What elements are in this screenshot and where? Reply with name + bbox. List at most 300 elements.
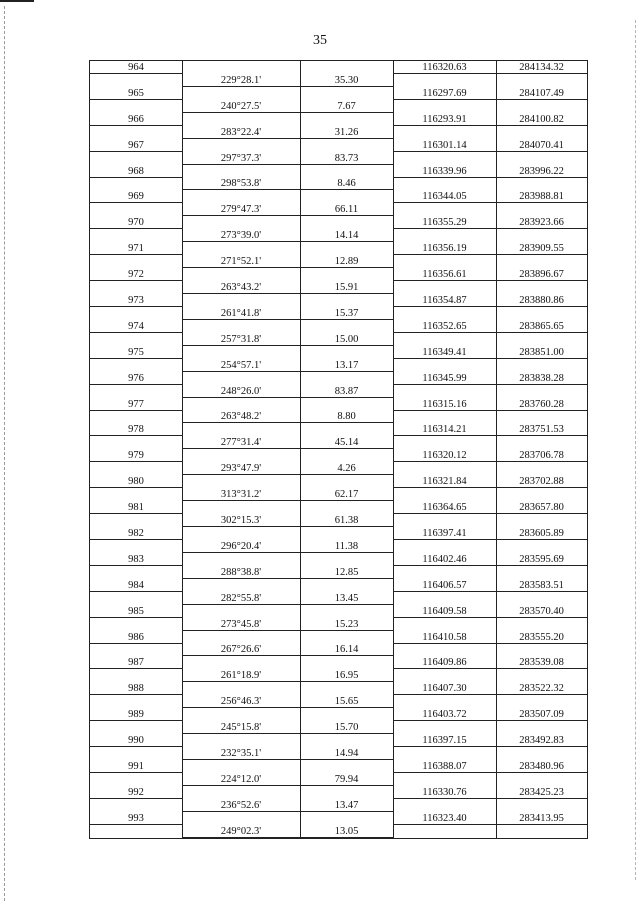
point-line xyxy=(90,475,587,488)
y-coordinate-cell: 283605.89 xyxy=(496,527,587,540)
x-coordinate-cell: 116320.63 xyxy=(393,61,496,74)
empty-cell xyxy=(496,281,587,294)
point-number-cell: 967 xyxy=(90,139,182,152)
point-number-cell: 980 xyxy=(90,475,182,488)
segment-line xyxy=(90,514,587,527)
empty-cell xyxy=(90,695,182,708)
table-row xyxy=(90,113,587,139)
empty-cell xyxy=(90,488,182,501)
segment-line xyxy=(90,436,587,449)
point-line xyxy=(90,113,587,126)
distance-cell: 14.14 xyxy=(300,229,393,242)
point-number-cell: 979 xyxy=(90,449,182,462)
segment-line xyxy=(90,359,587,372)
y-coordinate-cell: 283413.95 xyxy=(496,812,587,825)
empty-cell xyxy=(496,333,587,346)
empty-cell xyxy=(90,203,182,216)
y-coordinate-cell: 283851.00 xyxy=(496,346,587,359)
coordinate-table xyxy=(89,60,588,839)
empty-cell xyxy=(300,682,393,695)
empty-cell xyxy=(182,553,300,566)
empty-cell xyxy=(182,579,300,592)
y-coordinate-cell: 283657.80 xyxy=(496,501,587,514)
segment-line xyxy=(90,385,587,398)
segment-line xyxy=(90,488,587,501)
x-coordinate-cell: 116339.96 xyxy=(393,165,496,178)
x-coordinate-cell: 116323.40 xyxy=(393,812,496,825)
empty-cell xyxy=(496,695,587,708)
distance-cell: 12.89 xyxy=(300,255,393,268)
point-line xyxy=(90,501,587,514)
page-number: 35 xyxy=(313,33,327,48)
x-coordinate-cell: 116345.99 xyxy=(393,372,496,385)
empty-cell xyxy=(300,631,393,644)
empty-cell xyxy=(300,812,393,825)
empty-cell xyxy=(393,618,496,631)
empty-cell xyxy=(182,760,300,773)
empty-cell xyxy=(300,346,393,359)
empty-cell xyxy=(90,152,182,165)
table-row xyxy=(90,190,587,216)
point-number-cell: 973 xyxy=(90,294,182,307)
table-row xyxy=(90,501,587,527)
point-number-cell: 964 xyxy=(90,61,182,74)
empty-cell xyxy=(90,514,182,527)
empty-cell xyxy=(182,190,300,203)
empty-cell xyxy=(496,436,587,449)
table-row xyxy=(90,605,587,631)
distance-cell: 7.67 xyxy=(300,100,393,113)
x-coordinate-cell: 116297.69 xyxy=(393,87,496,100)
point-number-cell: 972 xyxy=(90,268,182,281)
distance-cell: 62.17 xyxy=(300,488,393,501)
empty-cell xyxy=(496,100,587,113)
point-number-cell: 990 xyxy=(90,734,182,747)
direction-angle-cell: 263°43.2' xyxy=(182,281,300,294)
point-line xyxy=(90,605,587,618)
empty-cell xyxy=(182,139,300,152)
segment-line xyxy=(90,799,587,812)
empty-cell xyxy=(393,436,496,449)
direction-angle-cell: 282°55.8' xyxy=(182,592,300,605)
empty-cell xyxy=(393,643,496,656)
direction-angle-cell: 267°26.6' xyxy=(182,643,300,656)
point-line xyxy=(90,708,587,721)
y-coordinate-cell: 283555.20 xyxy=(496,631,587,644)
table-row xyxy=(90,527,587,553)
point-number-cell: 992 xyxy=(90,786,182,799)
table-row xyxy=(90,734,587,760)
empty-cell xyxy=(182,113,300,126)
distance-cell: 13.05 xyxy=(300,825,393,838)
empty-cell xyxy=(90,462,182,475)
empty-cell xyxy=(90,436,182,449)
scan-edge-left xyxy=(4,6,5,901)
distance-cell: 13.17 xyxy=(300,359,393,372)
point-line xyxy=(90,139,587,152)
segment-line xyxy=(90,333,587,346)
empty-cell xyxy=(496,152,587,165)
empty-cell xyxy=(393,799,496,812)
scan-mark xyxy=(0,0,34,2)
segment-line xyxy=(90,695,587,708)
distance-cell: 83.87 xyxy=(300,385,393,398)
direction-angle-cell: 302°15.3' xyxy=(182,514,300,527)
point-number-cell: 981 xyxy=(90,501,182,514)
segment-line xyxy=(90,203,587,216)
table-row xyxy=(90,87,587,113)
point-number-cell: 984 xyxy=(90,579,182,592)
empty-cell xyxy=(182,656,300,669)
table-row xyxy=(90,631,587,657)
empty-cell xyxy=(182,631,300,644)
direction-angle-cell: 257°31.8' xyxy=(182,333,300,346)
y-coordinate-cell: 284100.82 xyxy=(496,113,587,126)
empty-cell xyxy=(496,359,587,372)
distance-cell: 11.38 xyxy=(300,540,393,553)
empty-cell xyxy=(182,216,300,229)
segment-line xyxy=(90,643,587,656)
empty-cell xyxy=(182,605,300,618)
y-coordinate-cell: 284107.49 xyxy=(496,87,587,100)
segment-line xyxy=(90,540,587,553)
direction-angle-cell: 224°12.0' xyxy=(182,773,300,786)
distance-cell: 35.30 xyxy=(300,74,393,87)
direction-angle-cell: 261°41.8' xyxy=(182,307,300,320)
empty-cell xyxy=(300,475,393,488)
table-row xyxy=(90,139,587,165)
table-row xyxy=(90,708,587,734)
empty-cell xyxy=(393,177,496,190)
y-coordinate-cell: 283880.86 xyxy=(496,294,587,307)
empty-cell xyxy=(90,773,182,786)
empty-cell xyxy=(90,540,182,553)
empty-cell xyxy=(300,139,393,152)
empty-cell xyxy=(393,695,496,708)
direction-angle-cell: 298°53.8' xyxy=(182,177,300,190)
empty-cell xyxy=(90,307,182,320)
empty-cell xyxy=(496,566,587,579)
empty-cell xyxy=(300,423,393,436)
point-number-cell: 974 xyxy=(90,320,182,333)
empty-cell xyxy=(90,618,182,631)
point-number-cell: 978 xyxy=(90,423,182,436)
point-number-cell: 983 xyxy=(90,553,182,566)
segment-line xyxy=(90,229,587,242)
point-line xyxy=(90,449,587,462)
y-coordinate-cell: 283706.78 xyxy=(496,449,587,462)
point-number-cell: 991 xyxy=(90,760,182,773)
x-coordinate-cell: 116402.46 xyxy=(393,553,496,566)
empty-cell xyxy=(496,74,587,87)
empty-cell xyxy=(496,747,587,760)
empty-cell xyxy=(393,669,496,682)
point-number-cell: 982 xyxy=(90,527,182,540)
distance-cell: 15.23 xyxy=(300,618,393,631)
empty-cell xyxy=(300,113,393,126)
table-row xyxy=(90,372,587,398)
empty-cell xyxy=(182,61,300,74)
empty-cell xyxy=(182,527,300,540)
empty-cell xyxy=(300,605,393,618)
empty-cell xyxy=(182,682,300,695)
x-coordinate-cell: 116397.41 xyxy=(393,527,496,540)
empty-cell xyxy=(393,540,496,553)
table-row xyxy=(90,294,587,320)
point-number-cell: 986 xyxy=(90,631,182,644)
x-coordinate-cell: 116406.57 xyxy=(393,579,496,592)
y-coordinate-cell: 283996.22 xyxy=(496,165,587,178)
y-coordinate-cell: 283539.08 xyxy=(496,656,587,669)
empty-cell xyxy=(300,449,393,462)
x-coordinate-cell: 116409.86 xyxy=(393,656,496,669)
empty-cell xyxy=(393,566,496,579)
direction-angle-cell: 296°20.4' xyxy=(182,540,300,553)
segment-line xyxy=(90,255,587,268)
empty-cell xyxy=(182,87,300,100)
empty-cell xyxy=(300,61,393,74)
segment-line xyxy=(90,126,587,139)
empty-cell xyxy=(90,100,182,113)
direction-angle-cell: 261°18.9' xyxy=(182,669,300,682)
distance-cell: 13.45 xyxy=(300,592,393,605)
empty-cell xyxy=(300,216,393,229)
segment-line xyxy=(90,307,587,320)
empty-cell xyxy=(393,592,496,605)
x-coordinate-cell: 116293.91 xyxy=(393,113,496,126)
x-coordinate-cell: 116320.12 xyxy=(393,449,496,462)
empty-cell xyxy=(496,229,587,242)
y-coordinate-cell: 283751.53 xyxy=(496,423,587,436)
direction-angle-cell: 240°27.5' xyxy=(182,100,300,113)
table-row xyxy=(90,579,587,605)
empty-cell xyxy=(393,152,496,165)
point-number-cell: 971 xyxy=(90,242,182,255)
empty-cell xyxy=(90,643,182,656)
x-coordinate-cell: 116321.84 xyxy=(393,475,496,488)
empty-cell xyxy=(393,203,496,216)
x-coordinate-cell: 116355.29 xyxy=(393,216,496,229)
empty-cell xyxy=(182,812,300,825)
empty-cell xyxy=(393,825,496,838)
distance-cell: 66.11 xyxy=(300,203,393,216)
empty-cell xyxy=(90,410,182,423)
empty-cell xyxy=(393,514,496,527)
x-coordinate-cell: 116407.30 xyxy=(393,682,496,695)
y-coordinate-cell: 283480.96 xyxy=(496,760,587,773)
y-coordinate-cell: 283702.88 xyxy=(496,475,587,488)
x-coordinate-cell: 116397.15 xyxy=(393,734,496,747)
direction-angle-cell: 248°26.0' xyxy=(182,385,300,398)
table-row xyxy=(90,423,587,449)
direction-angle-cell: 297°37.3' xyxy=(182,152,300,165)
empty-cell xyxy=(300,398,393,411)
direction-angle-cell: 273°39.0' xyxy=(182,229,300,242)
empty-cell xyxy=(90,255,182,268)
table-row xyxy=(90,242,587,268)
y-coordinate-cell: 284070.41 xyxy=(496,139,587,152)
point-line xyxy=(90,190,587,203)
empty-cell xyxy=(496,203,587,216)
empty-cell xyxy=(496,540,587,553)
empty-cell xyxy=(90,359,182,372)
empty-cell xyxy=(90,825,182,838)
y-coordinate-cell: 283760.28 xyxy=(496,398,587,411)
empty-cell xyxy=(496,643,587,656)
distance-cell: 12.85 xyxy=(300,566,393,579)
empty-cell xyxy=(182,449,300,462)
empty-cell xyxy=(182,398,300,411)
empty-cell xyxy=(496,669,587,682)
empty-cell xyxy=(496,773,587,786)
empty-cell xyxy=(90,229,182,242)
empty-cell xyxy=(90,385,182,398)
empty-cell xyxy=(300,708,393,721)
empty-cell xyxy=(182,268,300,281)
y-coordinate-cell: 283909.55 xyxy=(496,242,587,255)
point-number-cell: 976 xyxy=(90,372,182,385)
empty-cell xyxy=(496,126,587,139)
empty-cell xyxy=(90,177,182,190)
table-row xyxy=(90,165,587,191)
segment-line xyxy=(90,462,587,475)
direction-angle-cell: 313°31.2' xyxy=(182,488,300,501)
point-line xyxy=(90,242,587,255)
direction-angle-cell: 232°35.1' xyxy=(182,747,300,760)
empty-cell xyxy=(182,501,300,514)
y-coordinate-cell: 283988.81 xyxy=(496,190,587,203)
table-row xyxy=(90,320,587,346)
segment-line xyxy=(90,721,587,734)
empty-cell xyxy=(393,126,496,139)
point-number-cell: 970 xyxy=(90,216,182,229)
empty-cell xyxy=(182,734,300,747)
empty-cell xyxy=(182,423,300,436)
direction-angle-cell: 277°31.4' xyxy=(182,436,300,449)
empty-cell xyxy=(393,462,496,475)
empty-cell xyxy=(496,825,587,838)
point-line xyxy=(90,346,587,359)
point-line xyxy=(90,579,587,592)
x-coordinate-cell: 116364.65 xyxy=(393,501,496,514)
distance-cell: 61.38 xyxy=(300,514,393,527)
empty-cell xyxy=(393,255,496,268)
y-coordinate-cell: 283595.69 xyxy=(496,553,587,566)
empty-cell xyxy=(496,514,587,527)
empty-cell xyxy=(393,229,496,242)
x-coordinate-cell: 116410.58 xyxy=(393,631,496,644)
x-coordinate-cell: 116409.58 xyxy=(393,605,496,618)
segment-line xyxy=(90,410,587,423)
point-line xyxy=(90,631,587,644)
empty-cell xyxy=(393,410,496,423)
empty-cell xyxy=(182,320,300,333)
empty-cell xyxy=(393,359,496,372)
point-number-cell: 965 xyxy=(90,87,182,100)
empty-cell xyxy=(90,566,182,579)
empty-cell xyxy=(300,190,393,203)
empty-cell xyxy=(300,87,393,100)
empty-cell xyxy=(300,553,393,566)
empty-cell xyxy=(300,242,393,255)
point-number-cell: 966 xyxy=(90,113,182,126)
x-coordinate-cell: 116314.21 xyxy=(393,423,496,436)
segment-line xyxy=(90,747,587,760)
distance-cell: 31.26 xyxy=(300,126,393,139)
empty-cell xyxy=(300,786,393,799)
empty-cell xyxy=(393,488,496,501)
segment-line xyxy=(90,74,587,87)
point-number-cell: 968 xyxy=(90,165,182,178)
table-row xyxy=(90,398,587,424)
distance-cell: 45.14 xyxy=(300,436,393,449)
distance-cell: 8.46 xyxy=(300,177,393,190)
point-line xyxy=(90,786,587,799)
empty-cell xyxy=(182,372,300,385)
direction-angle-cell: 283°22.4' xyxy=(182,126,300,139)
y-coordinate-cell: 283896.67 xyxy=(496,268,587,281)
empty-cell xyxy=(182,242,300,255)
empty-cell xyxy=(300,268,393,281)
x-coordinate-cell: 116301.14 xyxy=(393,139,496,152)
point-line xyxy=(90,760,587,773)
empty-cell xyxy=(90,74,182,87)
point-line xyxy=(90,87,587,100)
x-coordinate-cell: 116403.72 xyxy=(393,708,496,721)
empty-cell xyxy=(393,333,496,346)
distance-cell: 15.91 xyxy=(300,281,393,294)
empty-cell xyxy=(496,721,587,734)
empty-cell xyxy=(90,669,182,682)
y-coordinate-cell: 283507.09 xyxy=(496,708,587,721)
empty-cell xyxy=(182,786,300,799)
table-row xyxy=(90,786,587,812)
distance-cell: 15.00 xyxy=(300,333,393,346)
segment-line xyxy=(90,566,587,579)
distance-cell: 13.47 xyxy=(300,799,393,812)
distance-cell: 15.65 xyxy=(300,695,393,708)
empty-cell xyxy=(393,100,496,113)
x-coordinate-cell: 116388.07 xyxy=(393,760,496,773)
empty-cell xyxy=(300,760,393,773)
x-coordinate-cell: 116330.76 xyxy=(393,786,496,799)
direction-angle-cell: 263°48.2' xyxy=(182,410,300,423)
empty-cell xyxy=(300,294,393,307)
empty-cell xyxy=(393,385,496,398)
empty-cell xyxy=(300,656,393,669)
empty-cell xyxy=(182,475,300,488)
segment-line xyxy=(90,177,587,190)
point-line xyxy=(90,398,587,411)
empty-cell xyxy=(496,255,587,268)
table-row xyxy=(90,216,587,242)
empty-cell xyxy=(496,592,587,605)
direction-angle-cell: 256°46.3' xyxy=(182,695,300,708)
distance-cell: 79.94 xyxy=(300,773,393,786)
point-line xyxy=(90,165,587,178)
segment-line xyxy=(90,618,587,631)
empty-cell xyxy=(393,773,496,786)
point-line xyxy=(90,423,587,436)
table-row xyxy=(90,449,587,475)
point-line xyxy=(90,268,587,281)
y-coordinate-cell: 283425.23 xyxy=(496,786,587,799)
table-row xyxy=(90,812,587,838)
y-coordinate-cell: 283522.32 xyxy=(496,682,587,695)
table-row xyxy=(90,656,587,682)
point-line xyxy=(90,656,587,669)
empty-cell xyxy=(496,618,587,631)
